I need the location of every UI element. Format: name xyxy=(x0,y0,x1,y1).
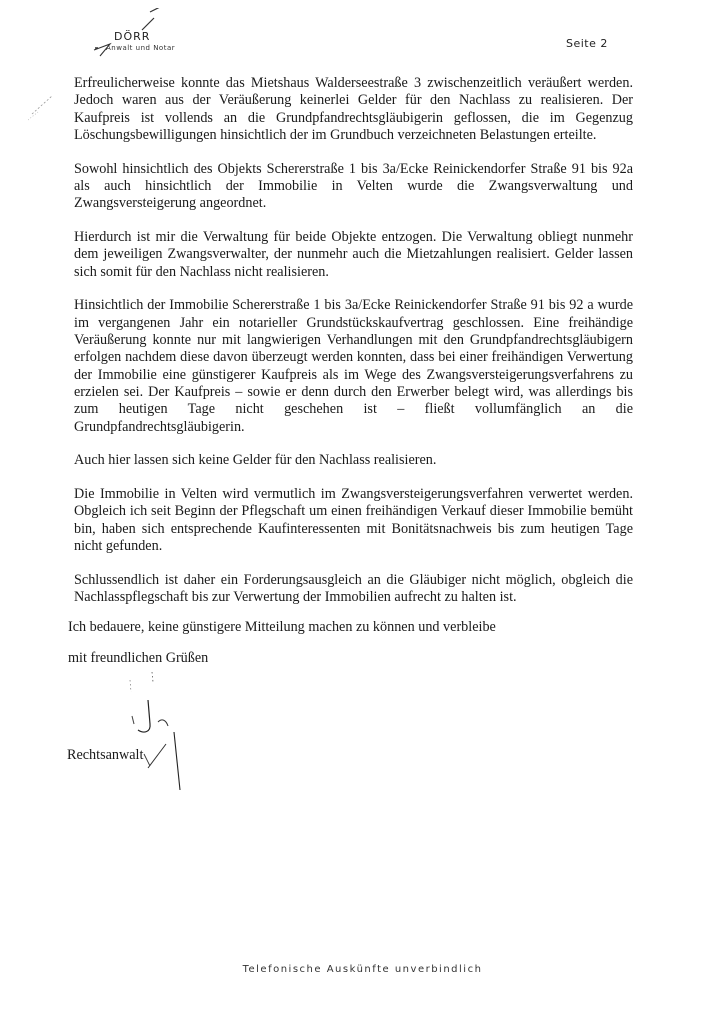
paragraph-forced-administration: Sowohl hinsichtlich des Objekts Schererstraße 1 bis 3a/Ecke Reinickendorfer Straße 91 bis 92a als auch hinsichtlich der Immobilie in Velten wurde die Zwangsverwaltung und Zwangsversteigerung angeordnet. xyxy=(74,160,633,212)
logo-pen-mark-icon xyxy=(92,8,232,60)
signature-title: Rechtsanwalt xyxy=(67,747,144,763)
paragraph-administration-withdrawn: Hierdurch ist mir die Verwaltung für beide Objekte entzogen. Die Verwaltung obliegt nunmehr dem jeweiligen Zwangsverwalter, der nunmehr auch die Mietzahlungen realisiert. Gelder lassen sich somit für den Nachlass nicht realisieren. xyxy=(74,229,633,280)
paragraph-sale-walderseestrasse: Erfreulicherweise konnte das Mietshaus Walderseestraße 3 zwischenzeitlich veräußert werden. Jedoch waren aus der Veräußerung keinerlei Gelder für den Nachlass zu realisieren. Der Kaufpreis ist vollends an die Grundpfandrechtsgläubigerin geflossen, die im Gegenzug Löschungsbewilligungen hinsichtlich der im Grundbuch verzeichneten Belastungen erteilte. xyxy=(74,75,633,143)
paragraph-purchase-contract: Hinsichtlich der Immobilie Schererstraße 1 bis 3a/Ecke Reinickendorfer Straße 91 bis 92 a wurde im vergangenen Jahr ein notarieller Grundstückskaufvertrag geschlossen. Eine freihändige Veräußerung konnte nur mit langwierigen Verhandlungen mit den Grundpfandrechtsgläubigern erfolgen nachdem diese davon überzeugt werden konnten, dass bei einer freihändigen Verwertung der Immobilie eine günstigerer Kaufpreis als im Wege des Zwangsversteigerungsverfahrens zu erzielen sei. Der Kaufpreis – sowie er denn durch den Erwerber belegt wird, was allerdings bis zum heutigen Tage nicht geschehen ist – fließt vollumfänglich an die Grundpfandrechtsgläubigerin. xyxy=(74,297,633,435)
page-number: Seite 2 xyxy=(566,37,608,50)
paragraph-no-funds: Auch hier lassen sich keine Gelder für den Nachlass realisieren. xyxy=(74,452,437,469)
paragraph-velten-property: Die Immobilie in Velten wird vermutlich im Zwangsversteigerungsverfahren verwertet werden. Obgleich ich seit Beginn der Pflegschaft um einen freihändigen Verkauf dieser Immobilie bemüht bin, haben sich entsprechende Kaufinteressenten mit Bonitätsnachweis bis zum heutigen Tage nicht gefunden. xyxy=(74,486,633,555)
paragraph-conclusion: Schlussendlich ist daher ein Forderungsausgleich an die Gläubiger nicht möglich, obgleich die Nachlasspflegschaft bis zur Verwertung der Immobilien aufrecht zu halten ist. xyxy=(74,571,633,606)
handwritten-signature-icon xyxy=(118,672,198,792)
letterhead-name: DÖRR xyxy=(114,30,151,43)
letterhead-subtitle: Anwalt und Notar xyxy=(106,44,176,52)
letterhead-logo xyxy=(92,8,232,60)
footer-note: Telefonische Auskünfte unverbindlich xyxy=(242,964,483,975)
margin-scribble-icon xyxy=(28,92,58,122)
letter-body xyxy=(74,75,633,623)
greeting: mit freundlichen Grüßen xyxy=(68,650,209,666)
closing-line: Ich bedauere, keine günstigere Mitteilung machen zu können und verbleibe xyxy=(68,619,496,635)
